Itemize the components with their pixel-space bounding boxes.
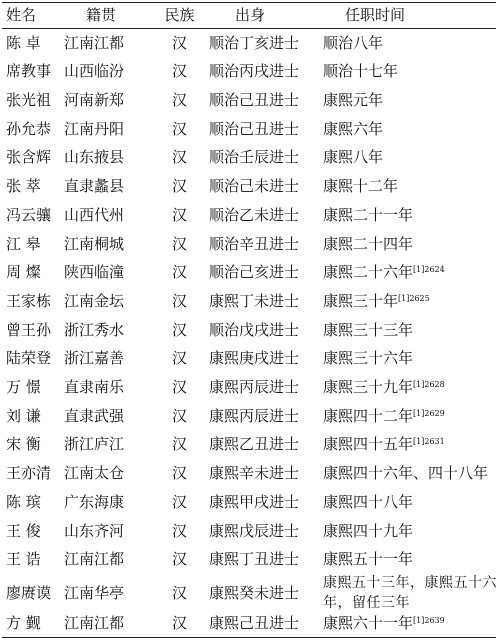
cell-name: 王亦清 [6,464,52,482]
term-text: 康熙六十一年 [323,614,414,632]
table-row [0,490,500,514]
cell-origin: 顺治丙戌进士 [209,62,300,80]
cell-ethnic: 汉 [171,148,187,166]
cell-term [317,378,500,396]
cell-ethnic: 汉 [171,435,187,453]
footnote-page: 2629 [424,409,445,418]
cell-native: 山西代州 [64,206,125,224]
footnote-marker: [1] [413,616,425,625]
cell-native: 江南华亭 [64,584,125,602]
cell-term [317,407,500,425]
table-row [0,432,500,456]
cell-origin: 顺治辛丑进士 [209,235,300,253]
cell-native: 江南江都 [64,550,125,568]
cell-term [317,62,500,80]
header-rule [2,28,496,29]
cell-native: 江南丹阳 [64,120,125,138]
cell-native: 江南江都 [64,34,125,52]
term-text: 康熙三十六年 [323,349,414,367]
cell-term [317,349,500,367]
footnote-ref [413,265,445,274]
cell-origin: 康熙癸未进士 [209,584,300,602]
cell-ethnic: 汉 [171,177,187,195]
cell-name: 张光祖 [6,91,52,109]
cell-term [317,573,497,614]
header-origin: 出身 [235,6,266,24]
footnote-marker: [1] [413,265,425,274]
cell-ethnic: 汉 [171,120,187,138]
cell-ethnic: 汉 [171,292,187,310]
cell-name: 张含辉 [6,148,52,166]
cell-name: 宋 衡 [6,435,41,453]
cell-ethnic: 汉 [171,206,187,224]
cell-term [317,148,500,166]
cell-ethnic: 汉 [171,91,187,109]
cell-origin: 康熙甲戌进士 [209,493,300,511]
cell-origin: 康熙丙辰进士 [209,378,300,396]
term-text: 康熙三十九年 [323,378,414,396]
table-row [0,404,500,428]
cell-origin: 顺治己丑进士 [209,91,300,109]
cell-term [317,550,500,568]
cell-origin: 顺治己未进士 [209,177,300,195]
cell-native: 直隶蠡县 [64,177,125,195]
table-row [0,318,500,342]
cell-term [317,177,500,195]
cell-origin: 康熙乙丑进士 [209,435,300,453]
cell-name: 陈 卓 [6,34,41,52]
cell-term [317,522,500,540]
cell-native: 浙江嘉善 [64,349,125,367]
term-text: 康熙五十三年，康熙五十六年，留任三年 [323,574,497,611]
table-row [0,145,500,169]
cell-name: 刘 谦 [6,407,41,425]
cell-name: 王 俊 [6,522,41,540]
cell-native: 山东掖县 [64,148,125,166]
cell-term [317,120,500,138]
cell-name: 席教事 [6,62,52,80]
table-row [0,547,500,571]
cell-native: 直隶南乐 [64,378,125,396]
term-text: 康熙元年 [323,91,384,109]
cell-name: 方 觐 [6,614,41,632]
footnote-page: 2639 [424,616,445,625]
table-row [0,117,500,141]
term-text: 顺治八年 [323,34,384,52]
bottom-rule [2,637,496,638]
cell-term [317,206,500,224]
table-row [0,461,500,485]
cell-ethnic: 汉 [171,464,187,482]
cell-origin: 康熙丙辰进士 [209,407,300,425]
term-text: 康熙二十一年 [323,206,414,224]
cell-ethnic: 汉 [171,349,187,367]
footnote-ref [398,294,430,303]
footnote-marker: [1] [398,294,410,303]
cell-name: 王家栋 [6,292,52,310]
footnote-ref [413,437,445,446]
term-text: 康熙二十六年 [323,263,414,281]
term-text: 康熙四十二年 [323,407,414,425]
table-row [0,611,500,635]
cell-name: 江 皋 [6,235,41,253]
cell-native: 河南新郑 [64,91,125,109]
term-text: 康熙四十六年、四十八年 [323,464,489,482]
cell-term [317,292,500,310]
term-text: 康熙二十四年 [323,235,414,253]
cell-term [317,321,500,339]
term-text: 康熙五十一年 [323,550,414,568]
cell-native: 山西临汾 [64,62,125,80]
cell-name: 周 燦 [6,263,41,281]
cell-term [317,464,500,482]
cell-origin: 康熙戊辰进士 [209,522,300,540]
cell-ethnic: 汉 [171,522,187,540]
header-native: 籍贯 [86,6,117,24]
cell-native: 江南太仓 [64,464,125,482]
cell-origin: 顺治乙未进士 [209,206,300,224]
table-row [0,375,500,399]
cell-origin: 康熙己丑进士 [209,614,300,632]
cell-ethnic: 汉 [171,378,187,396]
term-text: 康熙四十九年 [323,522,414,540]
footnote-ref [413,616,445,625]
table-row [0,88,500,112]
cell-term [317,91,500,109]
term-text: 康熙八年 [323,148,384,166]
cell-term [317,493,500,511]
cell-origin: 顺治己丑进士 [209,120,300,138]
cell-origin: 顺治壬辰进士 [209,148,300,166]
cell-ethnic: 汉 [171,263,187,281]
term-text: 康熙十二年 [323,177,399,195]
footnote-page: 2624 [424,265,445,274]
term-text: 康熙三十年 [323,292,399,310]
cell-ethnic: 汉 [171,584,187,602]
cell-native: 陕西临潼 [64,263,125,281]
table-row [0,59,500,83]
cell-origin: 康熙丁未进士 [209,292,300,310]
cell-origin: 康熙庚戌进士 [209,349,300,367]
table-row [0,519,500,543]
footnote-marker: [1] [413,409,425,418]
footnote-page: 2628 [424,380,445,389]
cell-name: 万 憬 [6,378,41,396]
cell-ethnic: 汉 [171,235,187,253]
cell-name: 王 诰 [6,550,41,568]
cell-ethnic: 汉 [171,493,187,511]
footnote-page: 2631 [424,437,445,446]
cell-origin: 顺治己亥进士 [209,263,300,281]
table-row [0,31,500,55]
header-ethnic: 民族 [164,6,195,24]
cell-name: 冯云骧 [6,206,52,224]
cell-ethnic: 汉 [171,550,187,568]
cell-name: 张 萃 [6,177,41,195]
cell-name: 曾王孙 [6,321,52,339]
cell-origin: 顺治戊戌进士 [209,321,300,339]
cell-name: 陆荣登 [6,349,52,367]
cell-term [317,614,500,632]
cell-origin: 顺治丁亥进士 [209,34,300,52]
cell-native: 江南桐城 [64,235,125,253]
table-row [0,174,500,198]
table-row [0,232,500,256]
cell-ethnic: 汉 [171,614,187,632]
cell-term [317,435,500,453]
table-row [0,260,500,284]
cell-name: 孙允恭 [6,120,52,138]
cell-ethnic: 汉 [171,34,187,52]
cell-native: 浙江秀水 [64,321,125,339]
header-name: 姓名 [6,6,37,24]
footnote-ref [413,409,445,418]
top-rule [2,2,496,3]
cell-name: 廖赓谟 [6,584,52,602]
footnote-marker: [1] [413,380,425,389]
cell-name: 陈 瑸 [6,493,41,511]
cell-term [317,263,500,281]
footnote-marker: [1] [413,437,425,446]
term-text: 康熙三十三年 [323,321,414,339]
cell-native: 江南金坛 [64,292,125,310]
table-header [0,5,500,25]
table-row [0,203,500,227]
footnote-page: 2625 [409,294,430,303]
cell-ethnic: 汉 [171,321,187,339]
table-row [0,573,500,613]
footnote-ref [413,380,445,389]
term-text: 康熙四十八年 [323,493,414,511]
cell-native: 广东海康 [64,493,125,511]
cell-term [317,235,500,253]
table-row [0,346,500,370]
term-text: 康熙六年 [323,120,384,138]
cell-ethnic: 汉 [171,407,187,425]
cell-native: 山东齐河 [64,522,125,540]
cell-native: 直隶武强 [64,407,125,425]
cell-native: 江南江都 [64,614,125,632]
cell-ethnic: 汉 [171,62,187,80]
cell-native: 浙江庐江 [64,435,125,453]
header-term: 任职时间 [345,6,406,24]
cell-term [317,34,500,52]
table-row [0,289,500,313]
term-text: 康熙四十五年 [323,435,414,453]
cell-origin: 康熙丁丑进士 [209,550,300,568]
term-text: 顺治十七年 [323,62,399,80]
cell-origin: 康熙辛未进士 [209,464,300,482]
